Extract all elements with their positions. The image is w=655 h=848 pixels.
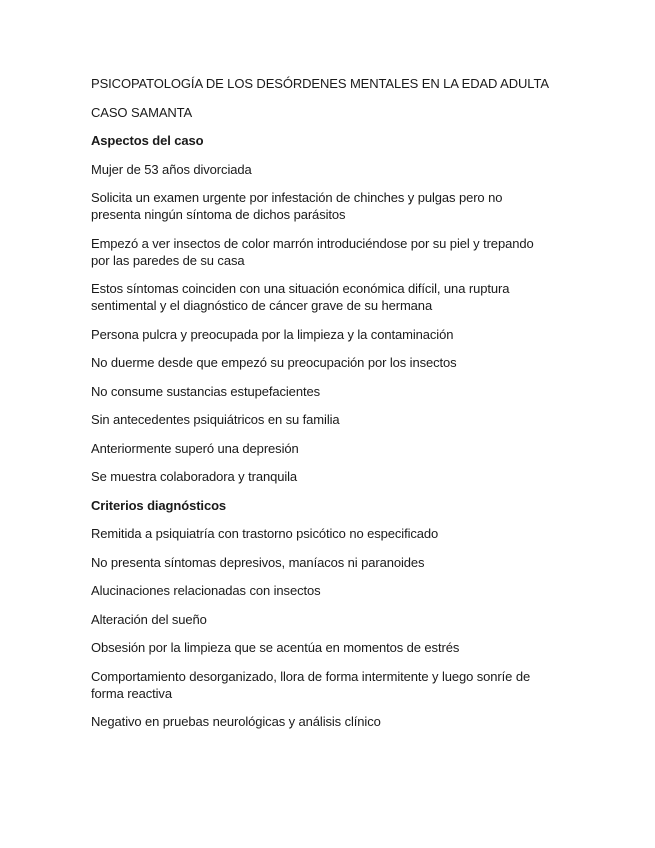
list-item: Obsesión por la limpieza que se acentúa en momentos de estrés: [91, 640, 460, 655]
list-item: Empezó a ver insectos de color marrón introduciéndose por su piel y trepando por las paredes de su casa: [91, 235, 534, 268]
list-item: No duerme desde que empezó su preocupación por los insectos: [91, 355, 457, 370]
list-item: Se muestra colaboradora y tranquila: [91, 469, 298, 484]
list-item: No consume sustancias estupefacientes: [91, 383, 320, 399]
list-item: Solicita un examen urgente por infestación de chinches y pulgas pero no presenta ningún síntoma de dichos parásitos: [91, 190, 503, 222]
list-item: Estos síntomas coinciden con una situación económica difícil, una ruptura sentimental y el diagnóstico de cáncer grave de su hermana: [91, 281, 510, 313]
list-item: Negativo en pruebas neurológicas y análisis clínico: [91, 714, 381, 729]
criteria-list: [91, 525, 551, 730]
list-item: Remitida a psiquiatría con trastorno psicótico no especificado: [91, 526, 439, 541]
section-heading-criteria: Criterios diagnósticos: [91, 497, 227, 513]
case-name: CASO SAMANTA: [91, 104, 193, 120]
document-title: PSICOPATOLOGÍA DE LOS DESÓRDENES MENTALES EN LA EDAD ADULTA: [91, 76, 549, 91]
list-item: Alucinaciones relacionadas con insectos: [91, 583, 321, 598]
list-item: Anteriormente superó una depresión: [91, 440, 299, 456]
list-item: Sin antecedentes psiquiátricos en su familia: [91, 412, 340, 427]
list-item: No presenta síntomas depresivos, maníacos ni paranoides: [91, 554, 425, 570]
aspects-list: [91, 161, 551, 486]
section-heading-aspects: Aspectos del caso: [91, 133, 204, 148]
list-item: Comportamiento desorganizado, llora de forma intermitente y luego sonríe de forma reactiva: [91, 668, 531, 701]
list-item: Mujer de 53 años divorciada: [91, 161, 252, 177]
document-page: [91, 75, 551, 742]
list-item: Alteración del sueño: [91, 611, 207, 627]
list-item: Persona pulcra y preocupada por la limpieza y la contaminación: [91, 326, 454, 342]
